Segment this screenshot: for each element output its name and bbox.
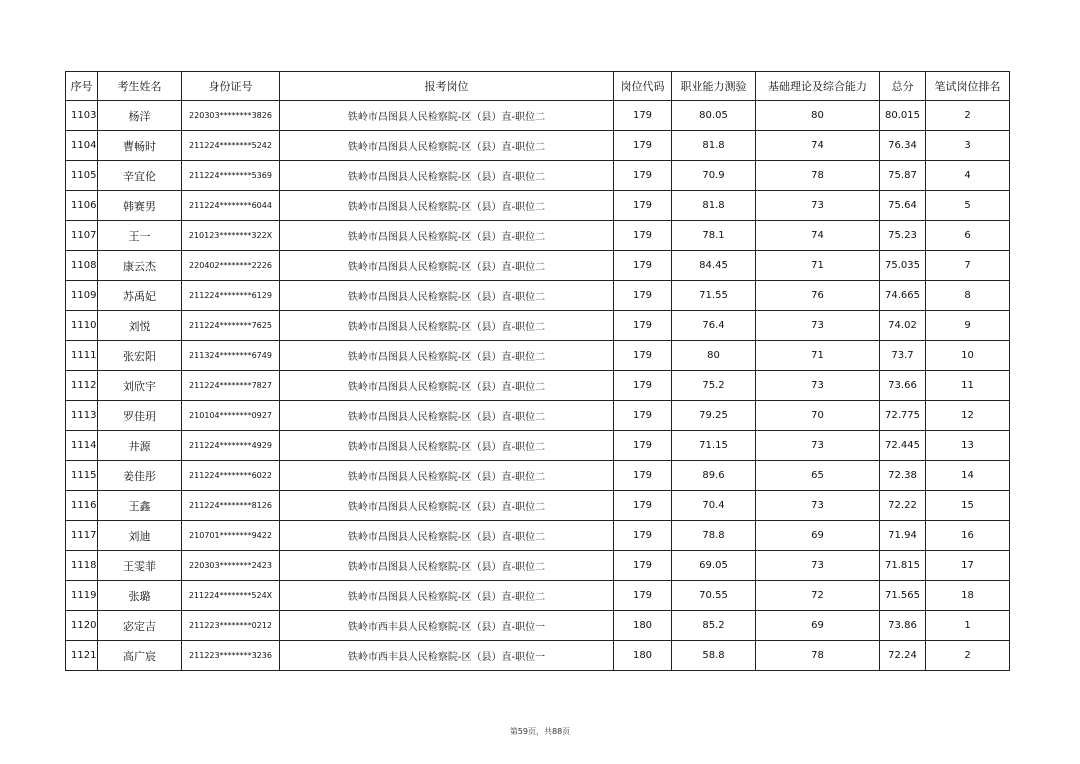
cell-name: 苏禹妃 [98, 281, 182, 311]
cell-aptitude-score: 71.55 [672, 281, 756, 311]
cell-id-number: 220402********2226 [182, 251, 280, 281]
cell-name: 刘欣宇 [98, 371, 182, 401]
table-row [66, 401, 1010, 431]
cell-position: 铁岭市昌图县人民检察院-区（县）直-职位二 [280, 551, 614, 581]
cell-position: 铁岭市昌图县人民检察院-区（县）直-职位二 [280, 581, 614, 611]
cell-id-number: 211224********7625 [182, 311, 280, 341]
table-row [66, 371, 1010, 401]
cell-position: 铁岭市昌图县人民检察院-区（县）直-职位二 [280, 521, 614, 551]
cell-rank: 17 [926, 551, 1010, 581]
cell-id-number: 210104********0927 [182, 401, 280, 431]
cell-position-code: 180 [614, 641, 672, 671]
cell-seq: 1110 [66, 311, 98, 341]
cell-rank: 10 [926, 341, 1010, 371]
cell-seq: 1107 [66, 221, 98, 251]
table-row [66, 431, 1010, 461]
cell-id-number: 211224********6129 [182, 281, 280, 311]
cell-aptitude-score: 71.15 [672, 431, 756, 461]
cell-total-score: 80.015 [880, 101, 926, 131]
cell-aptitude-score: 85.2 [672, 611, 756, 641]
cell-seq: 1105 [66, 161, 98, 191]
cell-name: 王雯菲 [98, 551, 182, 581]
table-header-row [66, 72, 1010, 101]
header-aptitude-score: 职业能力测验 [672, 72, 756, 101]
results-table [65, 71, 1010, 671]
cell-position-code: 179 [614, 191, 672, 221]
cell-id-number: 210701********9422 [182, 521, 280, 551]
cell-seq: 1120 [66, 611, 98, 641]
table-row [66, 281, 1010, 311]
cell-seq: 1121 [66, 641, 98, 671]
cell-rank: 16 [926, 521, 1010, 551]
cell-id-number: 220303********3826 [182, 101, 280, 131]
table-row [66, 101, 1010, 131]
cell-seq: 1114 [66, 431, 98, 461]
cell-aptitude-score: 84.45 [672, 251, 756, 281]
cell-name: 井源 [98, 431, 182, 461]
cell-aptitude-score: 69.05 [672, 551, 756, 581]
cell-position-code: 179 [614, 161, 672, 191]
cell-position-code: 180 [614, 611, 672, 641]
cell-total-score: 73.7 [880, 341, 926, 371]
cell-total-score: 71.815 [880, 551, 926, 581]
cell-position-code: 179 [614, 551, 672, 581]
cell-name: 宓定吉 [98, 611, 182, 641]
header-id-number: 身份证号 [182, 72, 280, 101]
cell-total-score: 74.665 [880, 281, 926, 311]
cell-id-number: 210123********322X [182, 221, 280, 251]
cell-rank: 13 [926, 431, 1010, 461]
cell-seq: 1118 [66, 551, 98, 581]
cell-seq: 1113 [66, 401, 98, 431]
cell-aptitude-score: 70.55 [672, 581, 756, 611]
cell-position: 铁岭市昌图县人民检察院-区（县）直-职位二 [280, 191, 614, 221]
cell-total-score: 75.23 [880, 221, 926, 251]
cell-position: 铁岭市昌图县人民检察院-区（县）直-职位二 [280, 431, 614, 461]
cell-theory-score: 71 [756, 251, 880, 281]
cell-total-score: 75.035 [880, 251, 926, 281]
cell-aptitude-score: 89.6 [672, 461, 756, 491]
cell-theory-score: 71 [756, 341, 880, 371]
cell-position: 铁岭市昌图县人民检察院-区（县）直-职位二 [280, 131, 614, 161]
cell-position: 铁岭市昌图县人民检察院-区（县）直-职位二 [280, 161, 614, 191]
cell-theory-score: 78 [756, 161, 880, 191]
table-row [66, 311, 1010, 341]
table-row [66, 161, 1010, 191]
cell-rank: 9 [926, 311, 1010, 341]
cell-name: 刘悦 [98, 311, 182, 341]
cell-rank: 8 [926, 281, 1010, 311]
cell-aptitude-score: 78.8 [672, 521, 756, 551]
cell-name: 辛宜伦 [98, 161, 182, 191]
cell-name: 罗佳玥 [98, 401, 182, 431]
cell-rank: 4 [926, 161, 1010, 191]
cell-seq: 1109 [66, 281, 98, 311]
cell-rank: 2 [926, 641, 1010, 671]
cell-id-number: 211224********524X [182, 581, 280, 611]
cell-seq: 1106 [66, 191, 98, 221]
cell-total-score: 72.445 [880, 431, 926, 461]
cell-theory-score: 74 [756, 221, 880, 251]
cell-theory-score: 70 [756, 401, 880, 431]
table-row [66, 251, 1010, 281]
cell-id-number: 211224********7827 [182, 371, 280, 401]
cell-position: 铁岭市昌图县人民检察院-区（县）直-职位二 [280, 371, 614, 401]
cell-name: 康云杰 [98, 251, 182, 281]
table-row [66, 191, 1010, 221]
header-total-score: 总分 [880, 72, 926, 101]
cell-id-number: 211224********5242 [182, 131, 280, 161]
cell-theory-score: 69 [756, 611, 880, 641]
cell-total-score: 73.66 [880, 371, 926, 401]
cell-rank: 15 [926, 491, 1010, 521]
cell-position-code: 179 [614, 311, 672, 341]
cell-theory-score: 73 [756, 371, 880, 401]
cell-name: 曹畅时 [98, 131, 182, 161]
cell-rank: 7 [926, 251, 1010, 281]
cell-id-number: 211224********8126 [182, 491, 280, 521]
cell-position: 铁岭市昌图县人民检察院-区（县）直-职位二 [280, 251, 614, 281]
cell-total-score: 72.24 [880, 641, 926, 671]
cell-aptitude-score: 81.8 [672, 191, 756, 221]
cell-total-score: 72.22 [880, 491, 926, 521]
cell-id-number: 211224********5369 [182, 161, 280, 191]
cell-total-score: 76.34 [880, 131, 926, 161]
cell-seq: 1115 [66, 461, 98, 491]
table-row [66, 131, 1010, 161]
cell-total-score: 75.87 [880, 161, 926, 191]
cell-aptitude-score: 58.8 [672, 641, 756, 671]
cell-rank: 5 [926, 191, 1010, 221]
cell-name: 王一 [98, 221, 182, 251]
header-seq: 序号 [66, 72, 98, 101]
table-row [66, 581, 1010, 611]
cell-theory-score: 73 [756, 551, 880, 581]
cell-aptitude-score: 70.4 [672, 491, 756, 521]
cell-position-code: 179 [614, 581, 672, 611]
cell-theory-score: 80 [756, 101, 880, 131]
table-row [66, 221, 1010, 251]
cell-theory-score: 76 [756, 281, 880, 311]
cell-seq: 1116 [66, 491, 98, 521]
cell-seq: 1108 [66, 251, 98, 281]
cell-aptitude-score: 75.2 [672, 371, 756, 401]
table-body [66, 101, 1010, 671]
cell-position-code: 179 [614, 461, 672, 491]
cell-rank: 1 [926, 611, 1010, 641]
cell-id-number: 220303********2423 [182, 551, 280, 581]
cell-theory-score: 78 [756, 641, 880, 671]
cell-rank: 12 [926, 401, 1010, 431]
cell-aptitude-score: 78.1 [672, 221, 756, 251]
cell-theory-score: 73 [756, 311, 880, 341]
cell-theory-score: 72 [756, 581, 880, 611]
page-footer: 第59页，共88页 [509, 727, 571, 736]
cell-aptitude-score: 79.25 [672, 401, 756, 431]
cell-position-code: 179 [614, 491, 672, 521]
cell-total-score: 74.02 [880, 311, 926, 341]
cell-seq: 1103 [66, 101, 98, 131]
cell-position-code: 179 [614, 371, 672, 401]
results-sheet [65, 71, 1009, 671]
cell-position-code: 179 [614, 521, 672, 551]
cell-position-code: 179 [614, 251, 672, 281]
table-row [66, 461, 1010, 491]
cell-seq: 1104 [66, 131, 98, 161]
cell-name: 高广宸 [98, 641, 182, 671]
table-row [66, 611, 1010, 641]
cell-position-code: 179 [614, 101, 672, 131]
cell-position-code: 179 [614, 431, 672, 461]
header-name: 考生姓名 [98, 72, 182, 101]
header-position-code: 岗位代码 [614, 72, 672, 101]
cell-id-number: 211224********4929 [182, 431, 280, 461]
cell-seq: 1111 [66, 341, 98, 371]
cell-position-code: 179 [614, 341, 672, 371]
cell-rank: 6 [926, 221, 1010, 251]
cell-position: 铁岭市昌图县人民检察院-区（县）直-职位二 [280, 341, 614, 371]
cell-position: 铁岭市西丰县人民检察院-区（县）直-职位一 [280, 641, 614, 671]
cell-position: 铁岭市昌图县人民检察院-区（县）直-职位二 [280, 101, 614, 131]
cell-aptitude-score: 81.8 [672, 131, 756, 161]
cell-seq: 1112 [66, 371, 98, 401]
table-row [66, 341, 1010, 371]
cell-name: 韩赛男 [98, 191, 182, 221]
cell-theory-score: 73 [756, 191, 880, 221]
cell-name: 杨洋 [98, 101, 182, 131]
cell-aptitude-score: 80.05 [672, 101, 756, 131]
cell-aptitude-score: 80 [672, 341, 756, 371]
cell-position: 铁岭市昌图县人民检察院-区（县）直-职位二 [280, 311, 614, 341]
cell-id-number: 211223********0212 [182, 611, 280, 641]
table-row [66, 521, 1010, 551]
cell-position-code: 179 [614, 401, 672, 431]
header-position: 报考岗位 [280, 72, 614, 101]
cell-rank: 18 [926, 581, 1010, 611]
cell-name: 姜佳彤 [98, 461, 182, 491]
cell-position: 铁岭市昌图县人民检察院-区（县）直-职位二 [280, 221, 614, 251]
cell-id-number: 211224********6022 [182, 461, 280, 491]
table-row [66, 551, 1010, 581]
cell-position-code: 179 [614, 131, 672, 161]
cell-seq: 1117 [66, 521, 98, 551]
cell-total-score: 73.86 [880, 611, 926, 641]
cell-theory-score: 65 [756, 461, 880, 491]
cell-theory-score: 69 [756, 521, 880, 551]
cell-position: 铁岭市西丰县人民检察院-区（县）直-职位一 [280, 611, 614, 641]
cell-name: 张宏阳 [98, 341, 182, 371]
cell-name: 张璐 [98, 581, 182, 611]
cell-rank: 11 [926, 371, 1010, 401]
cell-id-number: 211324********6749 [182, 341, 280, 371]
cell-theory-score: 74 [756, 131, 880, 161]
cell-rank: 2 [926, 101, 1010, 131]
cell-theory-score: 73 [756, 431, 880, 461]
cell-position-code: 179 [614, 281, 672, 311]
cell-theory-score: 73 [756, 491, 880, 521]
cell-total-score: 72.38 [880, 461, 926, 491]
cell-total-score: 71.94 [880, 521, 926, 551]
cell-position: 铁岭市昌图县人民检察院-区（县）直-职位二 [280, 281, 614, 311]
cell-name: 王鑫 [98, 491, 182, 521]
header-rank: 笔试岗位排名 [926, 72, 1010, 101]
header-theory-score: 基础理论及综合能力 [756, 72, 880, 101]
cell-position: 铁岭市昌图县人民检察院-区（县）直-职位二 [280, 491, 614, 521]
cell-position-code: 179 [614, 221, 672, 251]
cell-rank: 3 [926, 131, 1010, 161]
cell-total-score: 71.565 [880, 581, 926, 611]
cell-position: 铁岭市昌图县人民检察院-区（县）直-职位二 [280, 401, 614, 431]
cell-total-score: 75.64 [880, 191, 926, 221]
cell-position: 铁岭市昌图县人民检察院-区（县）直-职位二 [280, 461, 614, 491]
cell-rank: 14 [926, 461, 1010, 491]
table-row [66, 491, 1010, 521]
cell-aptitude-score: 76.4 [672, 311, 756, 341]
cell-id-number: 211224********6044 [182, 191, 280, 221]
cell-seq: 1119 [66, 581, 98, 611]
cell-aptitude-score: 70.9 [672, 161, 756, 191]
cell-id-number: 211223********3236 [182, 641, 280, 671]
cell-total-score: 72.775 [880, 401, 926, 431]
cell-name: 刘迪 [98, 521, 182, 551]
table-row [66, 641, 1010, 671]
